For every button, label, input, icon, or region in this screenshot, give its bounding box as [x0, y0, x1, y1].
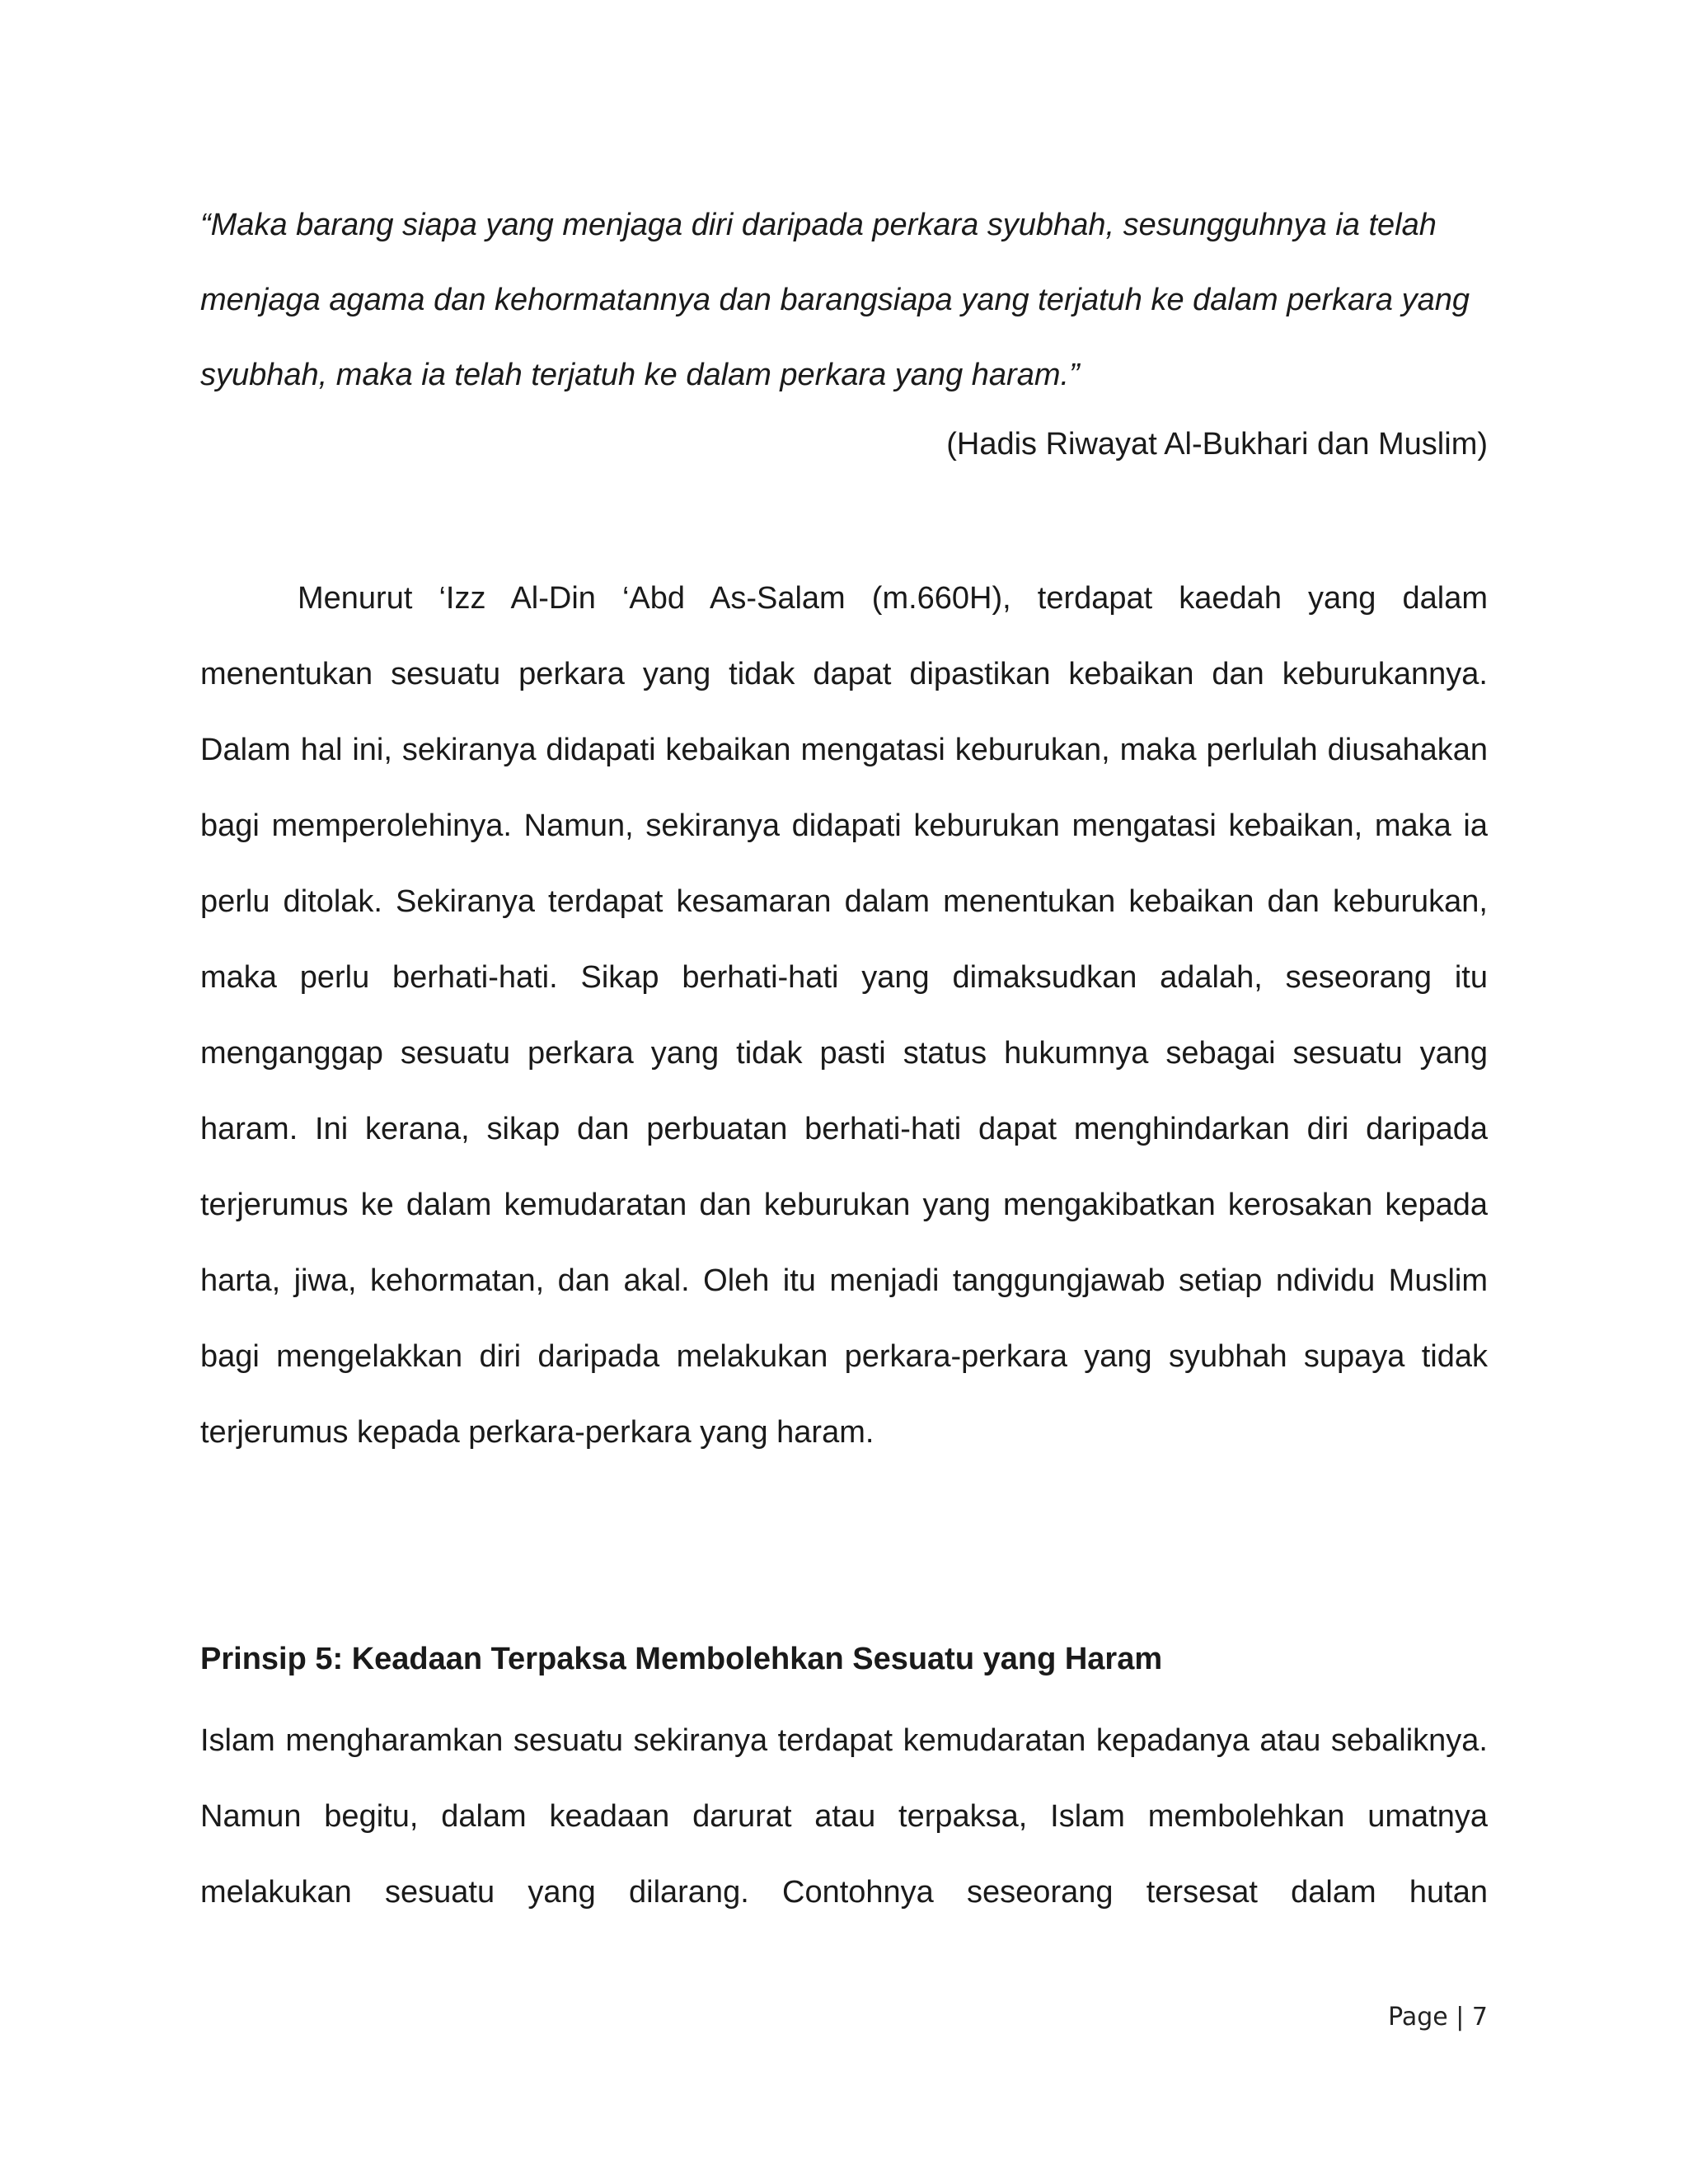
body-paragraph: Menurut ‘Izz Al-Din ‘Abd As-Salam (m.660H), terdapat kaedah yang dalam menentukan sesuatu perkara yang tidak dapat dipastikan kebaikan dan keburukannya. Dalam hal ini, sekiranya didapati kebaikan mengatasi keburukan, maka perlulah diusahakan bagi memperolehinya. Namun, sekiranya didapati keburukan mengatasi kebaikan, maka ia perlu ditolak. Sekiranya terdapat kesamaran dalam menentukan kebaikan dan keburukan, maka perlu berhati-hati. Sikap berhati-hati yang dimaksudkan adalah, seseorang itu menganggap sesuatu perkara yang tidak pasti status hukumnya sebagai sesuatu yang haram. Ini kerana, sikap dan perbuatan berhati-hati dapat menghindarkan diri daripada terjerumus ke dalam kemudaratan dan keburukan yang mengakibatkan kerosakan kepada harta, jiwa, kehormatan, dan akal. Oleh itu menjadi tanggungjawab setiap ndividu Muslim bagi mengelakkan diri daripada melakukan perkara-perkara yang syubhah supaya tidak terjerumus kepada perkara-perkara yang haram.	[200, 581, 1488, 1450]
section-paragraph: Islam mengharamkan sesuatu sekiranya terdapat kemudaratan kepadanya atau sebaliknya. Namun begitu, dalam keadaan darurat atau terpaksa, Islam membolehkan umatnya melakukan sesuatu yang dilarang. Contohnya seseorang tersesat dalam hutan	[200, 1723, 1488, 1910]
section-heading: Prinsip 5: Keadaan Terpaksa Membolehkan Sesuatu yang Haram	[200, 1642, 1163, 1676]
page-number: Page | 7	[1388, 2003, 1488, 2032]
hadith-quote: “Maka barang siapa yang menjaga diri daripada perkara syubhah, sesungguhnya ia telah menjaga agama dan kehormatannya dan barangsiapa yang terjatuh ke dalam perkara yang syubhah, maka ia telah terjatuh ke dalam perkara yang haram.”	[200, 208, 1470, 392]
quote-attribution: (Hadis Riwayat Al-Bukhari dan Muslim)	[946, 427, 1488, 462]
